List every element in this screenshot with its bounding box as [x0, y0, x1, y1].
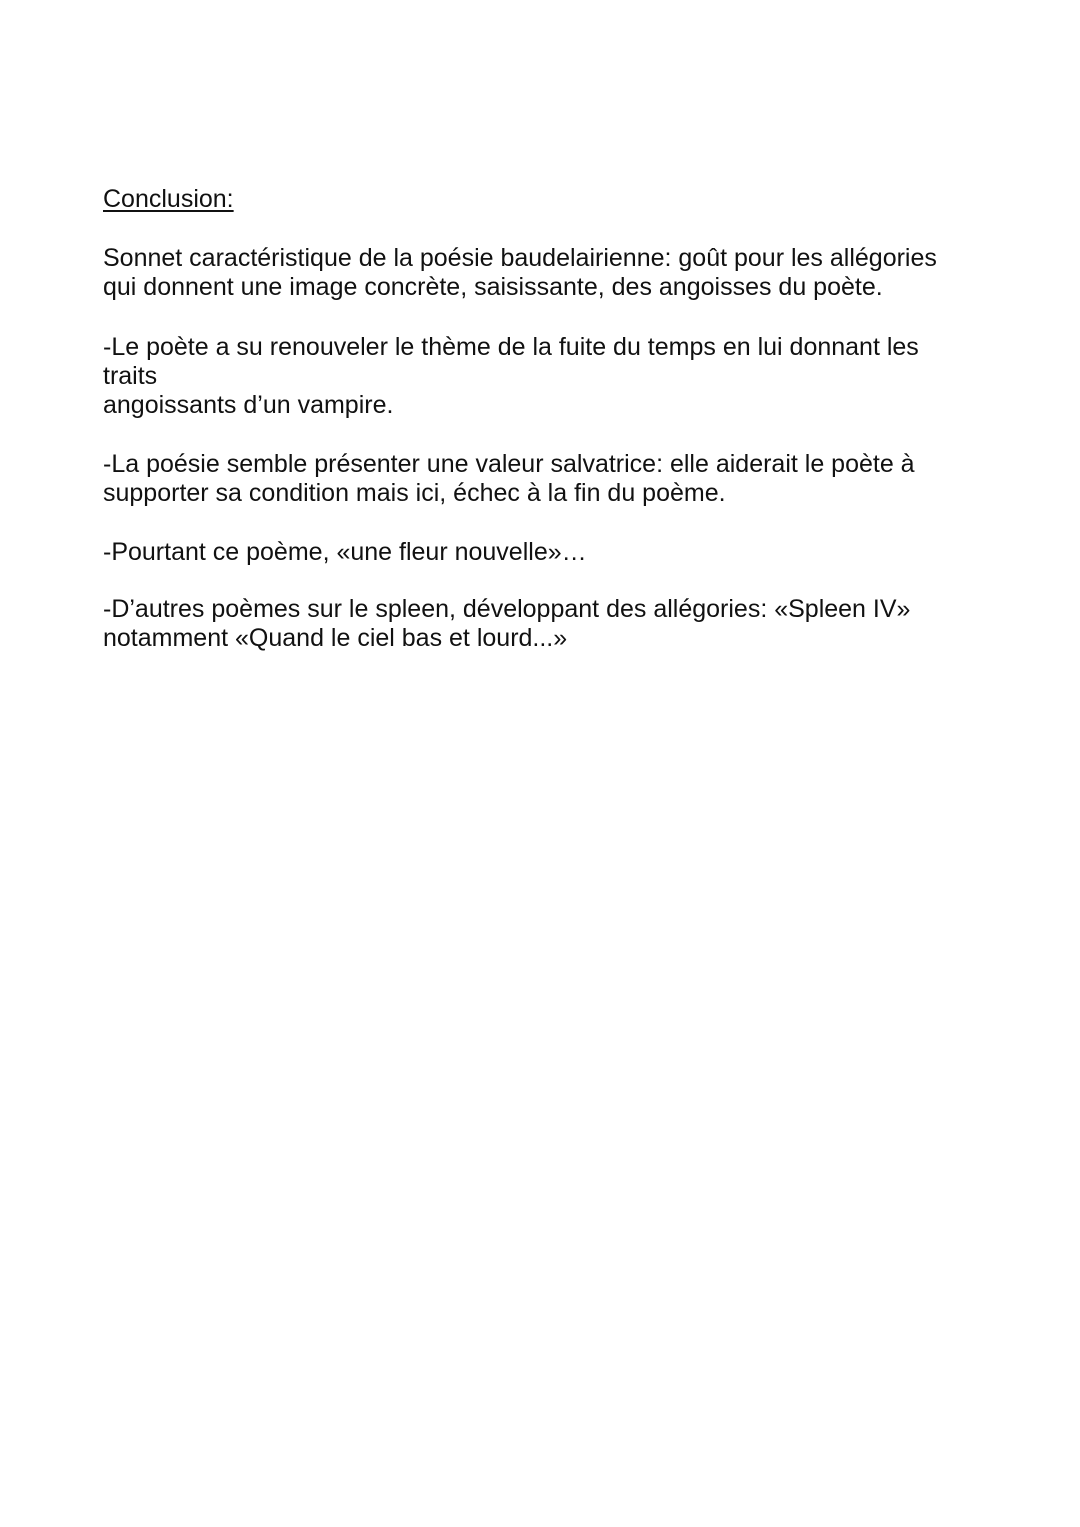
paragraph-line: qui donnent une image concrète, saisissante, des angoisses du poète.: [103, 273, 883, 301]
paragraph-line: notamment «Quand le ciel bas et lourd...»: [103, 624, 568, 652]
paragraph-line: supporter sa condition mais ici, échec à la fin du poème.: [103, 479, 726, 507]
paragraph-line: Sonnet caractéristique de la poésie baudelairienne: goût pour les allégories: [103, 244, 937, 272]
paragraph-line: traits: [103, 362, 158, 390]
paragraph-line: -Le poète a su renouveler le thème de la fuite du temps en lui donnant les: [103, 333, 919, 361]
conclusion-heading: Conclusion:: [103, 185, 234, 213]
paragraph-line: -La poésie semble présenter une valeur salvatrice: elle aiderait le poète à: [103, 450, 915, 478]
paragraph-autres-poemes: [103, 595, 983, 653]
paragraph-fleur-nouvelle: [103, 538, 983, 567]
paragraph-line: angoissants d’un vampire.: [103, 391, 394, 419]
paragraph-sonnet: [103, 244, 983, 302]
paragraph-valeur-salvatrice: [103, 450, 983, 508]
paragraph-line: -Pourtant ce poème, «une fleur nouvelle»…: [103, 538, 587, 566]
paragraph-line: -D’autres poèmes sur le spleen, développant des allégories: «Spleen IV»: [103, 595, 911, 623]
paragraph-fuite-du-temps: [103, 333, 983, 420]
